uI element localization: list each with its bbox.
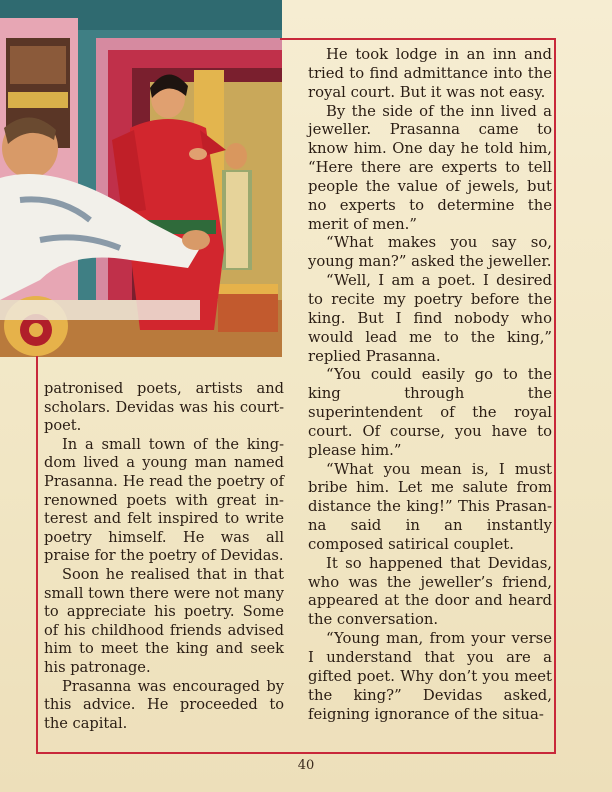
page-number: 40 — [297, 758, 315, 773]
paragraph: By the side of the inn lived a jeweller. Prasanna came to know him. One day he told him, “Here there are experts to tell people the value of jewels, but no experts to determine the merit of men.” — [308, 102, 552, 233]
illustration-jeweller-and-prasanna — [0, 0, 282, 357]
paragraph: Soon he realised that in that small town there were not many to appreciate his poetry. Some of his childhood friends advised him to meet the king and seek his patronage. — [44, 565, 284, 676]
story-illustration — [0, 0, 282, 357]
paragraph: In a small town of the king-dom lived a young man named Prasanna. He read the poetry of renowned poets with great in-terest and felt inspired to write poetry himself. He was all praise for the poetry of Devidas. — [44, 435, 284, 565]
paragraph: patronised poets, artists and scholars. Devidas was his court-poet. — [44, 380, 284, 435]
frame-top-border — [280, 38, 556, 40]
paragraph: It so happened that Devidas, who was the jeweller’s friend, appeared at the door and heard the conversation. — [308, 554, 552, 629]
frame-bottom-border — [36, 752, 556, 754]
paragraph: Prasanna was encouraged by this advice. He proceeded to the capital. — [44, 677, 284, 732]
paragraph: “What you mean is, I must bribe him. Let me salute from distance the king!” This Prasan-na said in an instantly composed satirical couplet. — [308, 460, 552, 553]
frame-left-border — [36, 356, 38, 754]
frame-right-border — [554, 38, 556, 754]
left-text-column — [44, 380, 284, 733]
paragraph: “You could easily go to the king through the superintendent of the royal court. Of course, you have to please him.” — [308, 366, 552, 459]
paragraph: “Young man, from your verse I understand that you are a gifted poet. Why don’t you meet the king?” Devidas asked, feigning ignorance of the situa- — [308, 630, 552, 723]
paragraph: “What makes you say so, young man?” asked the jeweller. — [308, 234, 552, 271]
paragraph: He took lodge in an inn and tried to find admittance into the royal court. But it was not easy. — [308, 46, 552, 101]
right-text-column — [308, 46, 552, 724]
paragraph: “Well, I am a poet. I desired to recite my poetry before the king. But I find nobody who would lead me to the king,” replied Prasanna. — [308, 272, 552, 365]
